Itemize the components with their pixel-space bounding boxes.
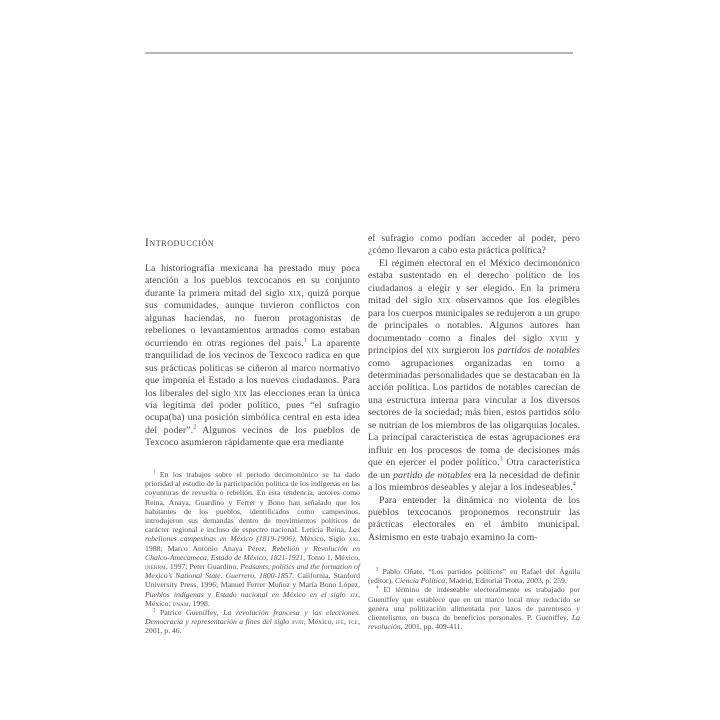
paragraph: el sufragio como podían acceder al poder, pero ¿cómo llevaron a cabo esta práctica política? [368, 233, 580, 257]
paragraph: El régimen electoral en el México decimonónico estaba sustentado en el derecho político de los ciudadanos a elegir y ser elegido. En la primera mitad del siglo xix observamos que los elegibles para los cuerpos municipales se redujeron a un grupo de principales o notables. Algunos autores han documentado como a finales del siglo xviii y principios del xix surgieron los partidos de notables como agrupaciones organizadas en torno a determinadas personalidades que se destacaban en la acción política. Los partidos de notables carecían de una estructura interna para vincular a los diversos sectores de la sociedad; más bien, estos partidos sólo se nutrían de los miembros de las oligarquías locales. La principal característica de estas agrupaciones era influir en los procesos de toma de decisiones más que en ejercer el poder político.$^3$ Otra característica de un partido de notables era la necesidad de definir a los miembros deseables y alejar a los indeseables.$^4$ [368, 257, 581, 494]
section-heading: Introducción [145, 237, 215, 249]
paragraph: La historiografía mexicana ha prestado muy poca atención a los pueblos texcocanos en su conjunto durante la primera mitad del siglo xix, quizá porque sus comunidades, aunque tuvieron conflictos con algunas haciendas, no fueron protagonistas de rebeliones o levantamientos armados como estaban ocurriendo en otras regiones del país.$^1$ La aparente tranquilidad de los vecinos de Texcoco radica en que sus prácticas políticas se ciñeron al marco normativo que imponía el Estado a los nuevos ciudadanos. Para los liberales del siglo xix las elecciones eran la única vía legítima del poder político, pues “el sufragio ocupa(ba) una posición simbólica central en esta idea del poder”.$^2$ Algunos vecinos de los pueblos de Texcoco asumieron rápidamente que era mediante [145, 263, 361, 449]
left-column-body [145, 263, 360, 450]
footnote: $^3$ Pablo Oñate, “Los partidos políticos” en Rafael del Águila (editor), Ciencia Política, Madrid, Editorial Trotta, 2003, p. 259. [368, 567, 580, 586]
left-column-footnotes [145, 470, 360, 636]
footnote: $^4$ El término de indeseable electoralmente es trabajado por Gueniffey que establece que en un marco local muy reducido se genera una politización alimentada por lazos de parentesco y clientelismo, en busca de beneficios personales. P. Gueniffey, La revolución, 2001, pp. 409-411. [368, 585, 580, 632]
paragraph: Para entender la dinámica no violenta de los pueblos texcocanos proponemos reconstruir las prácticas electorales en el ámbito municipal. Asimismo en este trabajo examino la com- [368, 494, 580, 543]
footnote: $^1$ En los trabajos sobre el periodo decimonónico se ha dado prioridad al estudio de la participación política de los indígenas en las coyunturas de revuelta o rebelión. En esta tendencia, autores como Reina, Anaya, Guardino y Ferrer y Bono han señalado que los habitantes de los pueblos, identificados como campesinos, introdujeron sus demandas dentro de movimientos políticos de carácter regional e incluso de espectro nacional. Leticia Reina, Las rebeliones campesinas en México (1819-1906), México, Siglo xxi, 1988; Marco Antonio Anaya Pérez, Rebelión y Revolución en Chalco-Amecameca, Estado de México, 1821-1921, Tomo 1, México, inehrm, 1997; Peter Guardino, Peasants, politics and the formation of Mexico’s National State. Guerrero, 1800-1857. California, Stanford University Press, 1996; Manuel Ferrer Muñoz y María Bono López, Pueblos indígenas y Estado nacional en México en el siglo xix, México: unam, 1998. [145, 470, 360, 608]
right-column [368, 233, 580, 544]
right-column-footnotes [368, 567, 580, 631]
footnote: $^2$ Patrice Gueniffey, La revolución francesa y las elecciones. Democracia y representación a fines del siglo xviii, México, ife, fce, 2001, p. 46. [145, 608, 361, 636]
header-rule [145, 52, 573, 54]
left-column [145, 237, 360, 450]
